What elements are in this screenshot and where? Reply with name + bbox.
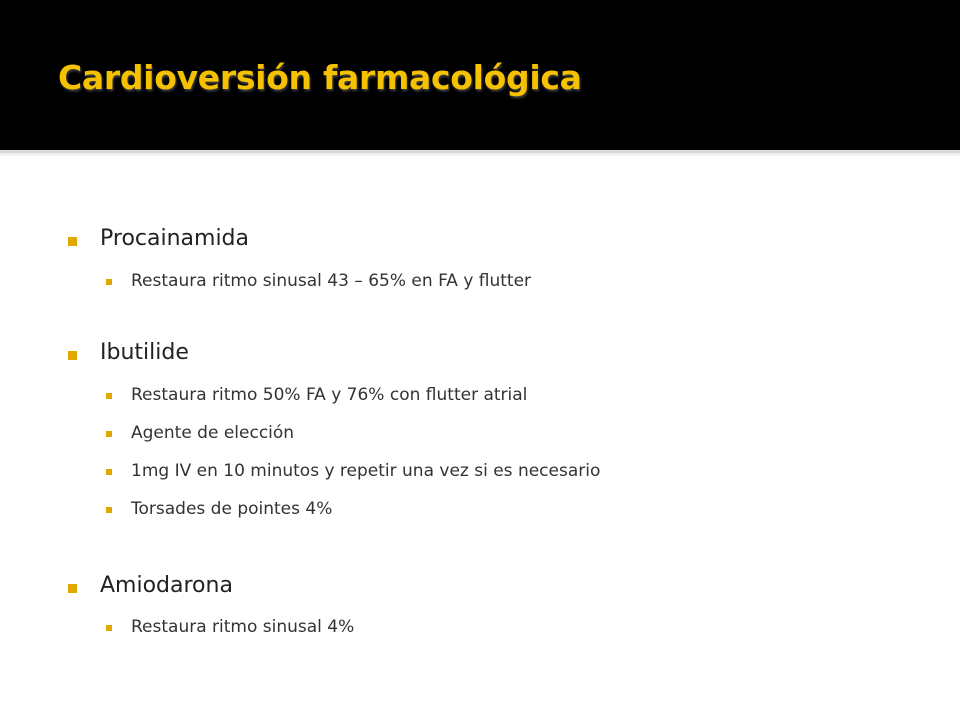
sub-bullet-square-icon [106,507,112,513]
sub-bullet-square-icon [106,431,112,437]
sub-bullet-text: Agente de elección [131,423,295,443]
sub-bullet-text: 1mg IV en 10 minutos y repetir una vez si es necesario [131,461,601,481]
bullet-amiodarona: Amiodarona [100,573,233,598]
sub-bullet-text: Restaura ritmo sinusal 4% [131,617,355,637]
bullet-square-icon [68,237,77,246]
sub-bullet-text: Restaura ritmo 50% FA y 76% con flutter atrial [131,385,528,405]
sub-bullet-square-icon [106,279,112,285]
bullet-square-icon [68,584,77,593]
sub-bullet-text: Restaura ritmo sinusal 43 – 65% en FA y flutter [131,271,532,291]
bullet-ibutilide: Ibutilide [100,340,189,365]
sub-bullet-text: Torsades de pointes 4% [131,499,333,519]
sub-bullet-square-icon [106,625,112,631]
sub-bullet-square-icon [106,469,112,475]
bullet-square-icon [68,351,77,360]
bullet-procainamida: Procainamida [100,226,250,251]
sub-bullet-square-icon [106,393,112,399]
slide-title: Cardioversión farmacológica [58,58,582,97]
